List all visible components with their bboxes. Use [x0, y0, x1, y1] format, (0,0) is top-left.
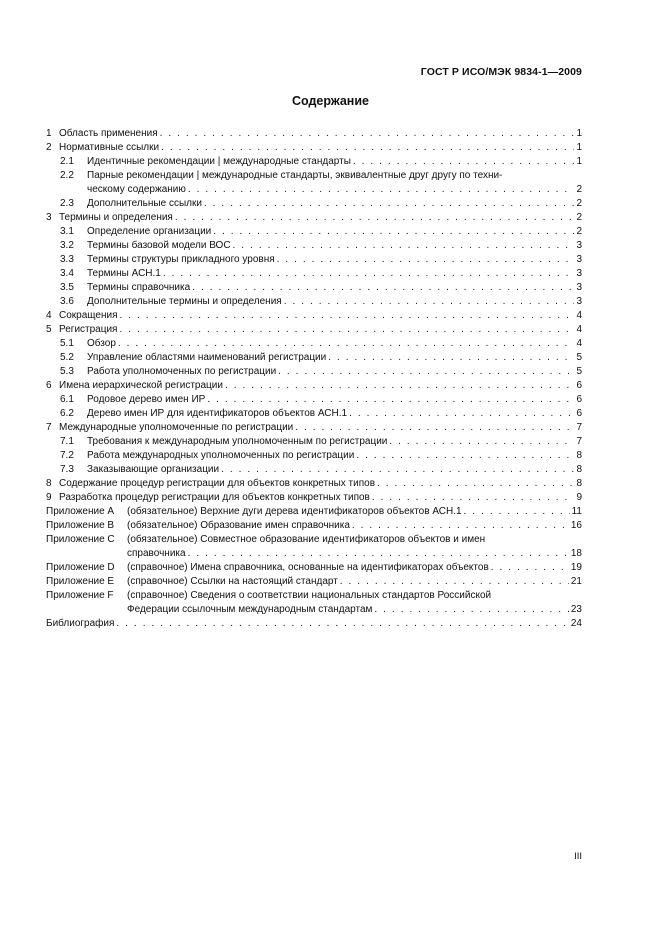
toc-entry[interactable]: [46, 505, 582, 519]
toc-entry[interactable]: [46, 491, 582, 505]
toc-entry-title: Область применения: [59, 128, 158, 139]
toc-entry[interactable]: [46, 351, 582, 365]
dot-leader: [225, 379, 574, 393]
toc-entry[interactable]: [46, 239, 582, 253]
toc-entry-number: 3.6: [60, 296, 74, 307]
toc-entry-page: 21: [570, 576, 582, 587]
toc-entry-page: 7: [576, 422, 582, 433]
dot-leader: [295, 421, 574, 435]
toc-entry-number: 5.3: [60, 366, 74, 377]
toc-entry-number: Приложение D: [46, 562, 115, 573]
toc-entry-title: Работа международных уполномоченных по регистрации: [87, 450, 355, 461]
toc-entry-title: Термины АСН.1: [87, 268, 161, 279]
toc-entry[interactable]: [46, 449, 582, 463]
toc-entry[interactable]: [46, 589, 582, 617]
toc-entry-page: 11: [571, 506, 582, 517]
dot-leader: [491, 561, 569, 575]
toc-entry-title: Родовое дерево имен ИР: [87, 394, 206, 405]
toc-entry[interactable]: [46, 337, 582, 351]
toc-entry-number: 3: [46, 212, 52, 223]
toc-entry-title: Обзор: [87, 338, 116, 349]
dot-leader: [352, 519, 569, 533]
toc-entry-title: (обязательное) Верхние дуги дерева идентификаторов объектов АСН.1: [127, 506, 462, 517]
toc-entry[interactable]: [46, 295, 582, 309]
toc-entry-page: 2: [576, 184, 582, 195]
dot-leader: [284, 295, 574, 309]
toc-entry-page: 16: [570, 520, 582, 531]
toc-entry[interactable]: [46, 127, 582, 141]
dot-leader: [356, 449, 574, 463]
page-number: III: [574, 851, 582, 862]
toc-entry-number: 3.4: [60, 268, 74, 279]
toc-entry-number: Приложение В: [46, 520, 115, 531]
toc-entry-number: 2: [46, 142, 52, 153]
toc-entry-page: 23: [570, 604, 582, 615]
toc-entry[interactable]: [46, 211, 582, 225]
toc-entry-title: Идентичные рекомендации | международные стандарты: [87, 156, 351, 167]
toc-entry-number: 5.1: [60, 338, 74, 349]
dot-leader: [192, 281, 574, 295]
dot-leader: [118, 337, 574, 351]
toc-entry-number: 6: [46, 380, 52, 391]
toc-entry-page: 2: [576, 212, 582, 223]
toc-entry-title: Определение организации: [87, 226, 212, 237]
toc-entry-title-line: (справочное) Сведения о соответствии национальных стандартов Российской: [127, 590, 492, 601]
toc-entry[interactable]: [46, 575, 582, 589]
toc-entry-page: 4: [576, 338, 582, 349]
toc-entry-page: 8: [576, 450, 582, 461]
toc-entry-page: 3: [576, 282, 582, 293]
toc-entry-title: (обязательное) Образование имен справочника: [127, 520, 350, 531]
toc-entry-title: справочника: [127, 548, 186, 559]
toc-entry-title: Термины и определения: [59, 212, 173, 223]
dot-leader: [340, 575, 569, 589]
toc-entry-number: 3.3: [60, 254, 74, 265]
dot-leader: [221, 463, 574, 477]
toc-entry-page: 6: [576, 380, 582, 391]
toc-entry-number: 1: [46, 128, 52, 139]
toc-entry[interactable]: [46, 281, 582, 295]
dot-leader: [353, 155, 574, 169]
toc-entry-title: ческому содержанию: [87, 184, 186, 195]
dot-leader: [377, 477, 574, 491]
toc-entry-page: 3: [576, 254, 582, 265]
toc-entry-page: 4: [576, 310, 582, 321]
dot-leader: [349, 407, 574, 421]
dot-leader: [204, 197, 574, 211]
toc-entry-title: (справочное) Имена справочника, основанные на идентификаторах объектов: [127, 562, 489, 573]
toc-entry[interactable]: [46, 267, 582, 281]
toc-entry-title: Термины структуры прикладного уровня: [87, 254, 275, 265]
dot-leader: [277, 253, 574, 267]
toc-entry-page: 1: [576, 128, 582, 139]
toc-entry-page: 2: [576, 198, 582, 209]
dot-leader: [175, 211, 574, 225]
toc-entry[interactable]: [46, 533, 582, 561]
toc-entry-number: Приложение С: [46, 534, 115, 545]
toc-entry-number: 2.3: [60, 198, 74, 209]
toc-entry-page: 5: [576, 366, 582, 377]
toc-entry-number: 5: [46, 324, 52, 335]
toc-entry-page: 3: [576, 268, 582, 279]
toc-entry-number: 7.1: [60, 436, 74, 447]
toc-entry-title: Разработка процедур регистрации для объектов конкретных типов: [59, 492, 370, 503]
toc-entry[interactable]: [46, 617, 582, 631]
document-code: ГОСТ Р ИСО/МЭК 9834-1—2009: [420, 66, 582, 78]
dot-leader: [116, 617, 568, 631]
dot-leader: [374, 603, 568, 617]
toc-entry-title: Термины базовой модели ВОС: [87, 240, 231, 251]
toc-entry-title: Заказывающие организации: [87, 464, 220, 475]
toc-entry-title: Управление областями наименований регистрации: [87, 352, 327, 363]
toc-entry-number: 2.2: [60, 170, 74, 181]
toc-entry-page: 3: [576, 296, 582, 307]
toc-entry-number: 9: [46, 492, 52, 503]
dot-leader: [372, 491, 574, 505]
toc-entry-title: Библиография: [46, 618, 115, 629]
toc-entry-number: 7: [46, 422, 52, 433]
toc-entry-page: 2: [576, 226, 582, 237]
toc-entry-title: Требования к международным уполномоченным по регистрации: [87, 436, 388, 447]
toc-entry-title: Нормативные ссылки: [59, 142, 160, 153]
toc-entry[interactable]: [46, 155, 582, 169]
dot-leader: [119, 323, 574, 337]
dot-leader: [161, 141, 574, 155]
toc-entry-page: 19: [570, 562, 582, 573]
dot-leader: [328, 351, 574, 365]
toc-entry-number: 7.3: [60, 464, 74, 475]
toc-entry[interactable]: [46, 435, 582, 449]
table-of-contents: [46, 127, 582, 631]
toc-entry-number: 4: [46, 310, 52, 321]
dot-leader: [213, 225, 574, 239]
toc-entry[interactable]: [46, 197, 582, 211]
toc-entry-number: 6.1: [60, 394, 74, 405]
toc-entry-number: 8: [46, 478, 52, 489]
toc-entry[interactable]: [46, 393, 582, 407]
toc-entry-title: Дерево имен ИР для идентификаторов объектов АСН.1: [87, 408, 348, 419]
toc-entry[interactable]: [46, 463, 582, 477]
toc-entry-number: 6.2: [60, 408, 74, 419]
toc-entry-page: 1: [576, 156, 582, 167]
dot-leader: [207, 393, 574, 407]
toc-entry[interactable]: [46, 309, 582, 323]
toc-entry-number: 5.2: [60, 352, 74, 363]
toc-entry-page: 6: [576, 408, 582, 419]
dot-leader: [464, 505, 570, 519]
toc-entry-number: 7.2: [60, 450, 74, 461]
toc-entry-title: Федерации ссылочным международным стандартам: [127, 604, 373, 615]
toc-entry-page: 18: [570, 548, 582, 559]
toc-entry-page: 5: [576, 352, 582, 363]
toc-entry-title: Дополнительные ссылки: [87, 198, 202, 209]
dot-leader: [119, 309, 574, 323]
dot-leader: [163, 267, 574, 281]
toc-entry-title: Международные уполномоченные по регистрации: [59, 422, 294, 433]
toc-entry[interactable]: [46, 477, 582, 491]
dot-leader: [188, 547, 569, 561]
page-title: Содержание: [291, 94, 369, 108]
toc-entry-title-line: (обязательное) Совместное образование идентификаторов объектов и имен: [127, 534, 486, 545]
toc-entry[interactable]: [46, 379, 582, 393]
toc-entry[interactable]: [46, 141, 582, 155]
toc-entry-page: 8: [576, 478, 582, 489]
toc-entry[interactable]: [46, 225, 582, 239]
toc-entry-page: 8: [576, 464, 582, 475]
toc-entry-page: 9: [576, 492, 582, 503]
toc-entry[interactable]: [46, 561, 582, 575]
dot-leader: [188, 183, 574, 197]
dot-leader: [233, 239, 574, 253]
toc-entry-number: Приложение F: [46, 590, 114, 601]
toc-entry-page: 24: [570, 618, 582, 629]
toc-entry-number: 3.2: [60, 240, 74, 251]
toc-entry-title: Дополнительные термины и определения: [87, 296, 282, 307]
toc-entry-page: 3: [576, 240, 582, 251]
toc-entry-number: Приложение Е: [46, 576, 115, 587]
toc-entry[interactable]: [46, 519, 582, 533]
toc-entry[interactable]: [46, 421, 582, 435]
toc-entry-number: Приложение А: [46, 506, 115, 517]
toc-entry-title: Работа уполномоченных по регистрации: [87, 366, 277, 377]
toc-entry[interactable]: [46, 365, 582, 379]
toc-entry-title: Термины справочника: [87, 282, 191, 293]
toc-entry-title-line: Парные рекомендации | международные стандарты, эквивалентные друг другу по техни-: [87, 170, 503, 181]
toc-entry-page: 6: [576, 394, 582, 405]
toc-entry-title: Содержание процедур регистрации для объектов конкретных типов: [59, 478, 376, 489]
toc-entry[interactable]: [46, 407, 582, 421]
toc-entry-number: 3.5: [60, 282, 74, 293]
toc-entry-title: (справочное) Ссылки на настоящий стандарт: [127, 576, 338, 587]
toc-entry-number: 2.1: [60, 156, 74, 167]
toc-entry-page: 4: [576, 324, 582, 335]
dot-leader: [278, 365, 574, 379]
toc-entry[interactable]: [46, 323, 582, 337]
dot-leader: [160, 127, 574, 141]
toc-entry-page: 7: [576, 436, 582, 447]
toc-entry-page: 1: [576, 142, 582, 153]
toc-entry-title: Регистрация: [59, 324, 118, 335]
toc-entry-title: Имена иерархической регистрации: [59, 380, 223, 391]
toc-entry[interactable]: [46, 169, 582, 197]
toc-entry[interactable]: [46, 253, 582, 267]
toc-entry-title: Сокращения: [59, 310, 118, 321]
dot-leader: [389, 435, 574, 449]
toc-entry-number: 3.1: [60, 226, 74, 237]
